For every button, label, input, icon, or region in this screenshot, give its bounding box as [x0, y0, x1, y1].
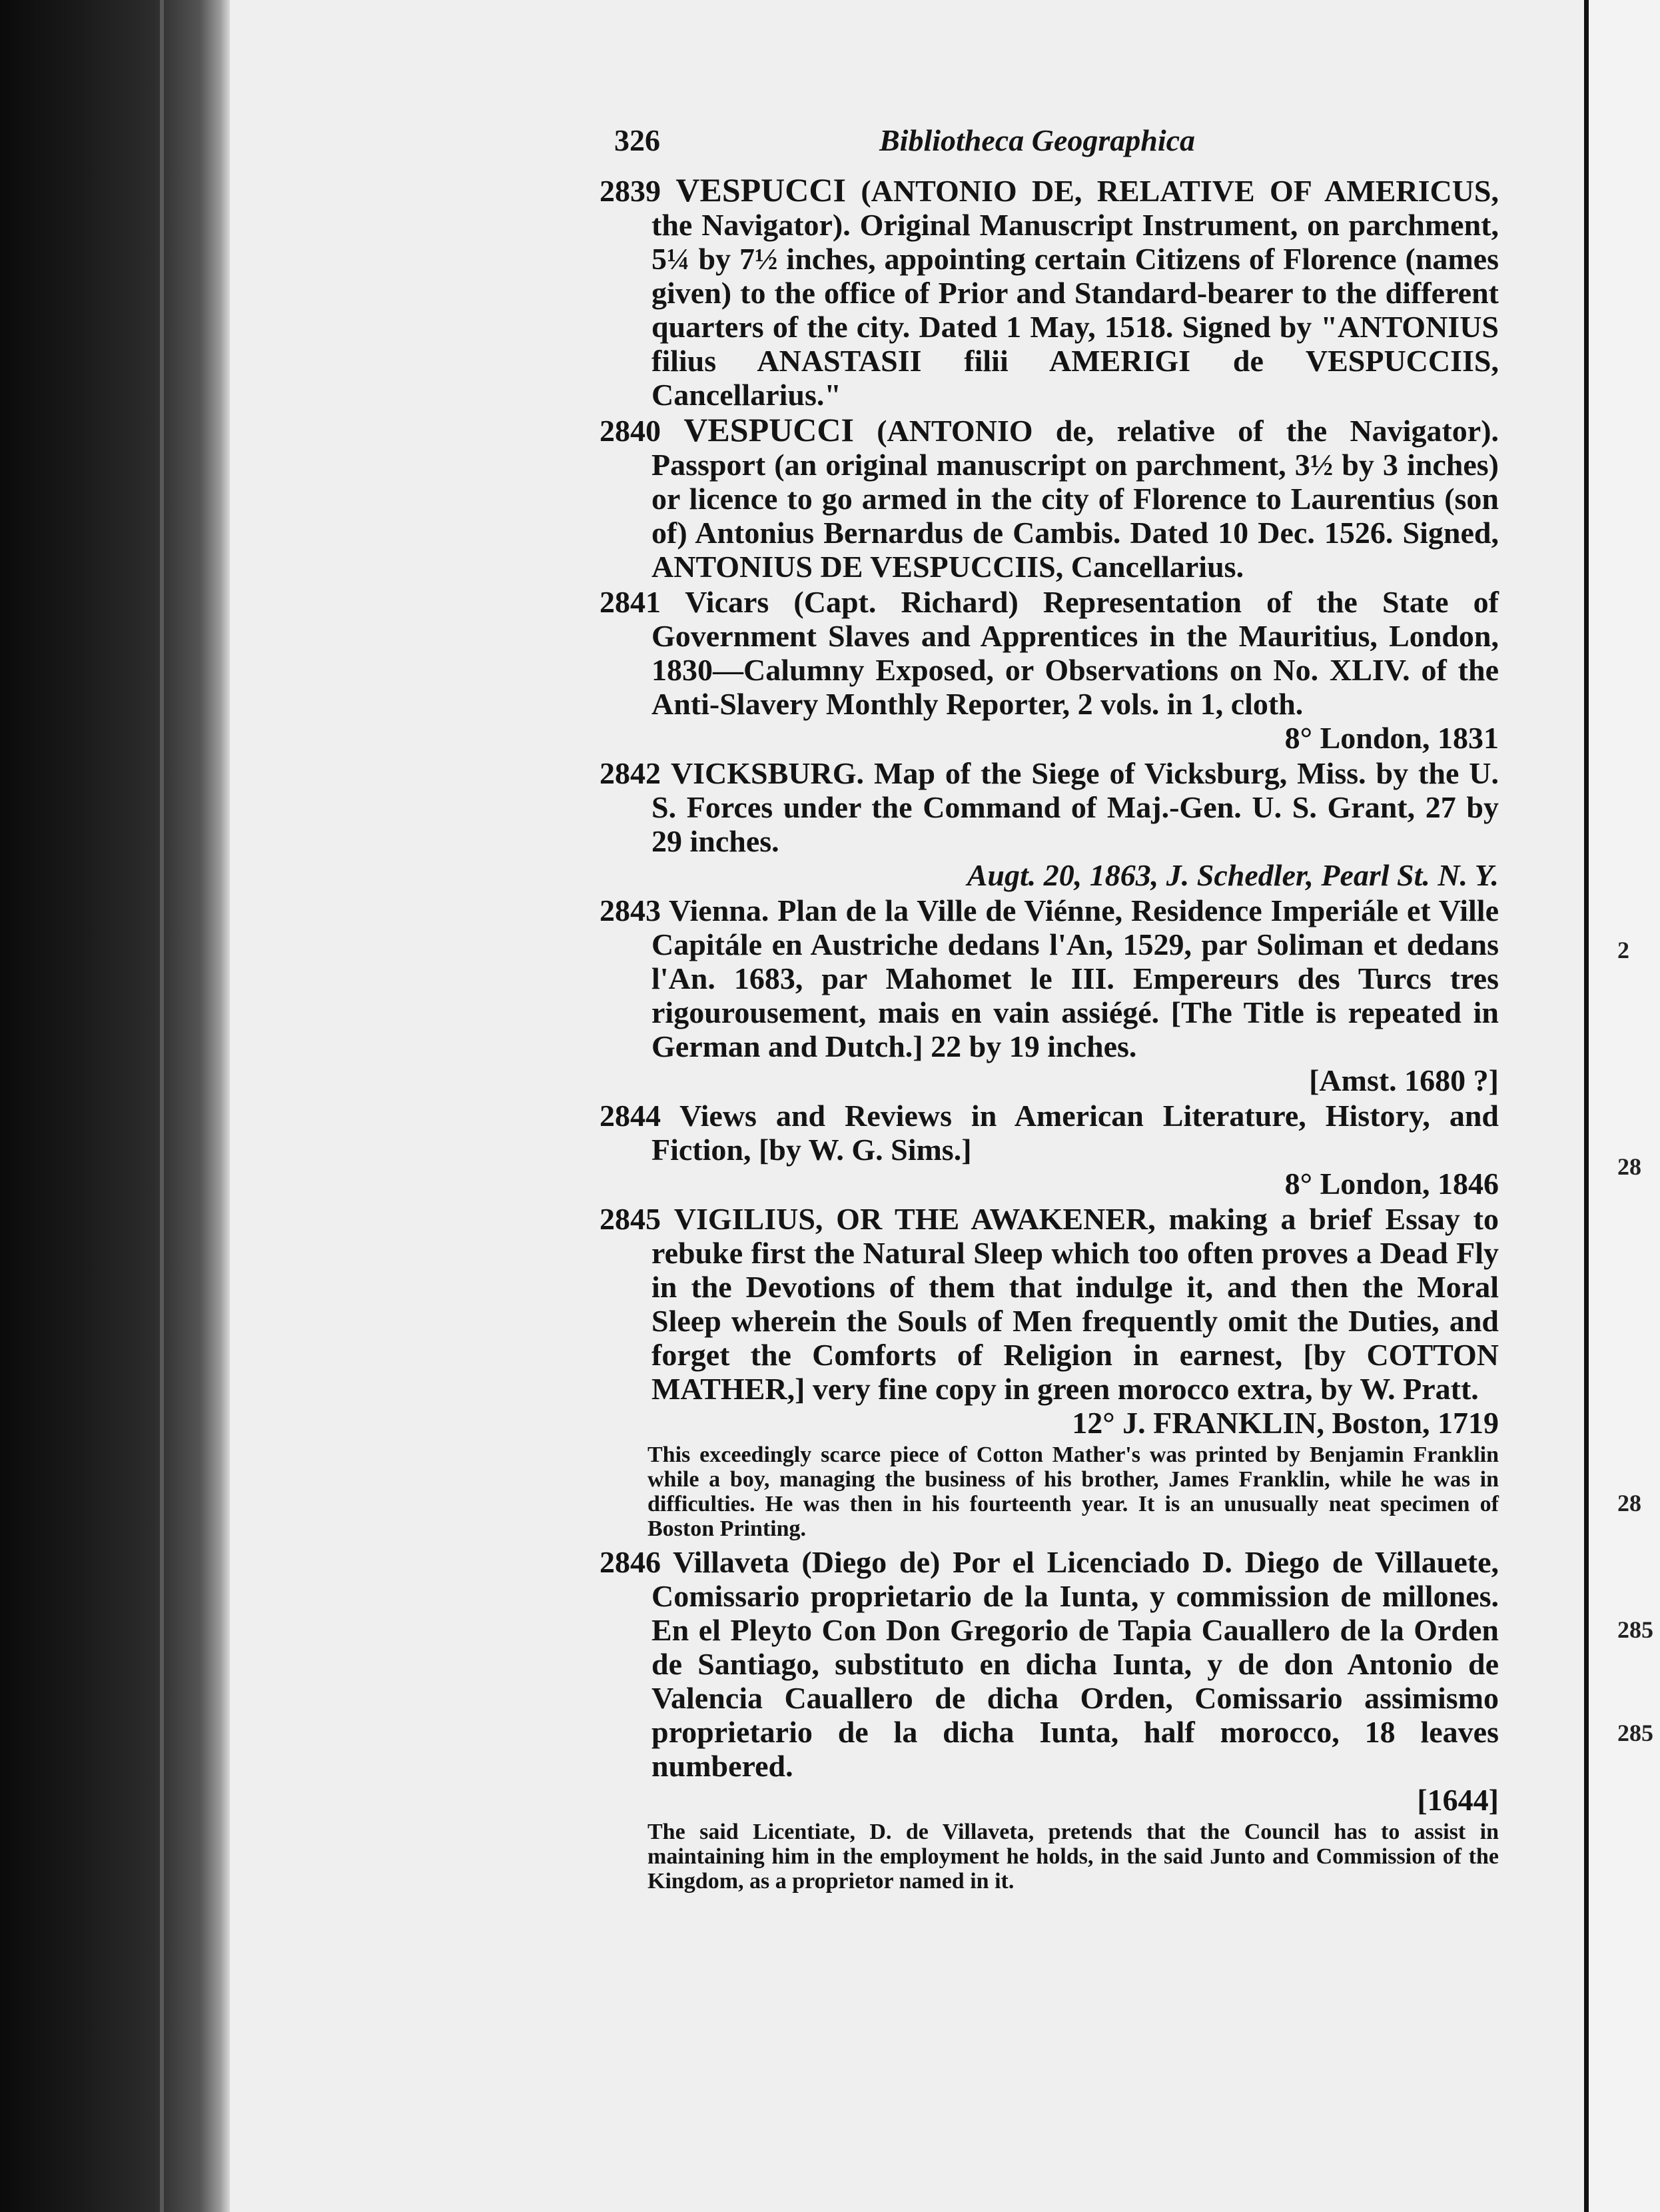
entry-text: (ANTONIO de, relative of the Navigator). Passport (an original manuscript on parchment, 3½ by 3 inches) or licence to go armed in the city of Florence to Laurentius (son of) Antonius Bernardus de Cambis. Dated 10 Dec. 1526. Signed, ANTONIUS DE VESPUCCIIS, Cancellarius.: [651, 414, 1499, 584]
entry-number: 2846: [600, 1545, 661, 1579]
entry-text: (ANTONIO DE, RELATIVE OF AMERICUS, the Navigator). Original Manuscript Instrument, on parchment, 5¼ by 7½ inches, appointing certain Citizens of Florence (names given) to the office of Prior and Standard-bearer to the different quarters of the city. Dated 1 May, 1518. Signed by "ANTONIUS filius ANASTASII filii AMERIGI de VESPUCCIIS, Cancellarius.": [651, 174, 1499, 412]
catalogue-entry: [600, 173, 1499, 412]
entry-heading: Views: [679, 1099, 757, 1133]
running-title: Bibliotheca Geographica: [879, 123, 1196, 157]
entry-imprint: Augt. 20, 1863, J. Schedler, Pearl St. N. Y.: [967, 858, 1499, 892]
entry-number: 2844: [600, 1099, 661, 1133]
facing-page-number-fragment: 28: [1617, 1490, 1641, 1516]
entry-note: The said Licentiate, D. de Villaveta, pretends that the Council has to assist in maintaining him in the employment he holds, in the said Junto and Commission of the Kingdom, as a proprietor named in it.: [647, 1820, 1499, 1894]
entry-note: This exceedingly scarce piece of Cotton Mather's was printed by Benjamin Franklin while a boy, managing the business of his brother, James Franklin, while he was in difficulties. He was then in his fourteenth year. It is an unusually neat specimen of Boston Printing.: [647, 1442, 1499, 1541]
facing-page-number-fragment: 2: [1617, 937, 1629, 963]
entry-text: (Capt. Richard) Representation of the State of Government Slaves and Apprentices in the Mauritius, London, 1830—Calumny Exposed, or Observations on No. XLIV. of the Anti-Slavery Monthly Reporter, 2 vols. in 1, cloth.: [651, 585, 1499, 721]
page-number: 326: [614, 123, 660, 157]
entry-heading: VESPUCCI: [675, 171, 846, 209]
entry-heading: VICKSBURG.: [670, 756, 865, 790]
catalogue-entry: [600, 756, 1499, 892]
entry-text: Plan de la Ville de Viénne, Residence Imperiále et Ville Capitále en Austriche dedans l'An, 1529, par Soliman et dedans l'An. 1683, par Mahomet le III. Empereurs des Turcs tres rigourousement, mais en vain assiégé. [The Title is repeated in German and Dutch.] 22 by 19 inches.: [651, 893, 1499, 1063]
entry-text: Map of the Siege of Vicksburg, Miss. by the U. S. Forces under the Command of Maj.-Gen. U. S. Grant, 27 by 29 inches.: [651, 756, 1499, 858]
entry-text: and Reviews in American Literature, History, and Fiction, [by W. G. Sims.]: [651, 1099, 1499, 1167]
catalogue-entry: [600, 1202, 1499, 1440]
facing-page-edge: [1589, 0, 1660, 2212]
book-binding-shadow: [0, 0, 230, 2212]
catalogue-entry: [600, 413, 1499, 584]
entry-number: 2843: [600, 893, 661, 927]
facing-page-number-fragment: 28: [1617, 1153, 1641, 1180]
catalogue-entry: [600, 1099, 1499, 1201]
catalogue-page: [600, 117, 1499, 1898]
entry-imprint: 8° London, 1846: [1284, 1167, 1499, 1201]
entry-number: 2845: [600, 1202, 661, 1236]
entry-number: 2839: [600, 174, 661, 208]
entry-heading: Villaveta: [673, 1545, 789, 1579]
entry-number: 2841: [600, 585, 661, 619]
entry-number: 2842: [600, 756, 661, 790]
entry-text: (Diego de) Por el Licenciado D. Diego de Villauete, Comissario proprietario de la Iunta, y commission de millones. En el Pleyto Con Don Gregorio de Tapia Cauallero de la Orden de Santiago, substituto en dicha Iunta, y de don Antonio de Valencia Cauallero de dicha Orden, Comissario assimismo proprietario de la dicha Iunta, half morocco, 18 leaves numbered.: [651, 1545, 1499, 1783]
catalogue-entry: [600, 893, 1499, 1097]
entry-imprint: [1644]: [1417, 1783, 1499, 1817]
catalogue-entry: [600, 585, 1499, 755]
entry-imprint: 12° J. FRANKLIN, Boston, 1719: [1072, 1406, 1499, 1440]
entry-heading: Vienna.: [669, 893, 769, 927]
entry-imprint: [Amst. 1680 ?]: [1309, 1063, 1499, 1097]
entry-number: 2840: [600, 414, 661, 448]
entry-text: making a brief Essay to rebuke first the Natural Sleep which too often proves a Dead Fly in the Devotions of them that indulge it, and then the Moral Sleep wherein the Souls of Men frequently omit the Duties, and forget the Comforts of Religion in earnest, [by COTTON MATHER,] very fine copy in green morocco extra, by W. Pratt.: [651, 1202, 1499, 1406]
facing-page-number-fragment: 285: [1617, 1720, 1653, 1746]
catalogue-entry: [600, 1545, 1499, 1817]
entry-heading: VESPUCCI: [683, 411, 854, 448]
entry-imprint: 8° London, 1831: [1284, 721, 1499, 755]
entry-heading: Vicars: [685, 585, 769, 619]
facing-page-number-fragment: 285: [1617, 1616, 1653, 1643]
page-header: [600, 117, 1499, 173]
entry-heading: VIGILIUS, OR THE AWAKENER,: [673, 1202, 1156, 1236]
